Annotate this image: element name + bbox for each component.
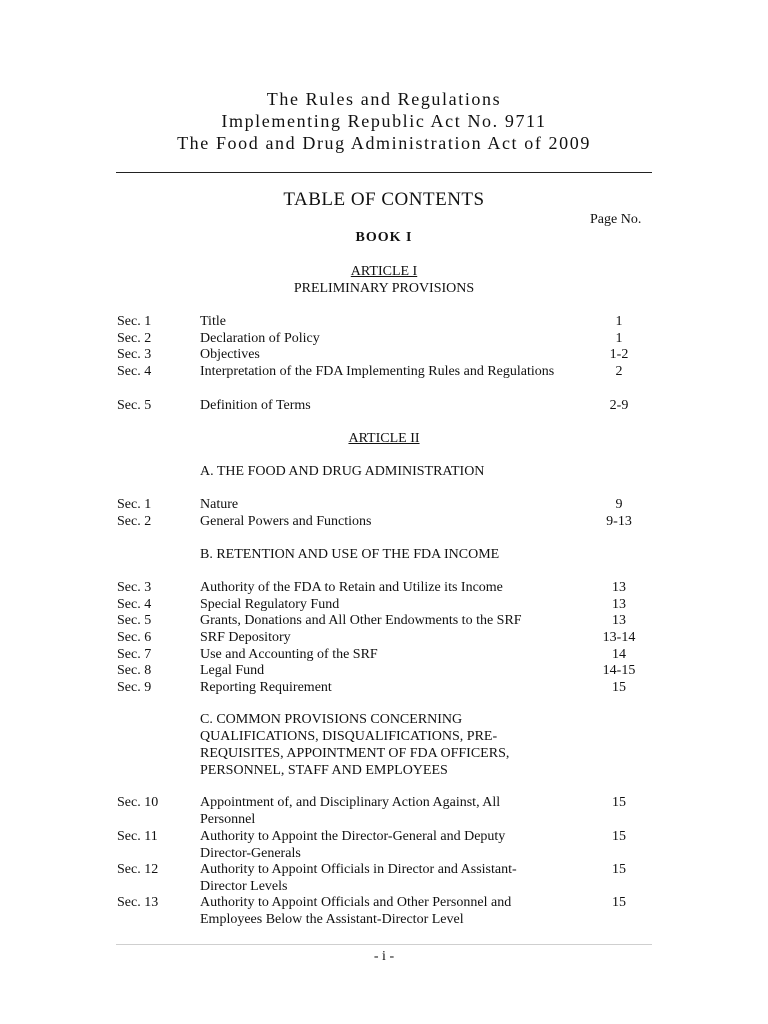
section-number: Sec. 1 xyxy=(117,497,152,512)
section-number: Sec. 3 xyxy=(117,580,152,595)
section-title: Authority of the FDA to Retain and Utilize its Income xyxy=(200,580,503,595)
page-no-label: Page No. xyxy=(590,212,642,227)
article-1-name: PRELIMINARY PROVISIONS xyxy=(293,281,475,296)
section-number: Sec. 6 xyxy=(117,630,152,645)
part-a-heading: A. THE FOOD AND DRUG ADMINISTRATION xyxy=(200,464,485,479)
section-title: Reporting Requirement xyxy=(200,680,332,695)
section-number: Sec. 10 xyxy=(117,795,159,810)
section-title: Authority to Appoint Officials in Director and Assistant-Director Levels xyxy=(200,862,517,894)
page-ref: 15 xyxy=(612,895,626,910)
page-number: - i - xyxy=(373,949,395,964)
header-divider xyxy=(116,172,652,173)
page-ref: 15 xyxy=(612,680,626,695)
section-number: Sec. 8 xyxy=(117,663,152,678)
section-title: Nature xyxy=(200,497,239,512)
page-ref: 2-9 xyxy=(609,398,629,413)
page-ref: 1 xyxy=(615,331,623,346)
section-number: Sec. 13 xyxy=(117,895,159,910)
section-title: Legal Fund xyxy=(200,663,265,678)
section-title: Authority to Appoint the Director-General and Deputy Director-Generals xyxy=(200,829,506,861)
section-number: Sec. 5 xyxy=(117,398,152,413)
section-number: Sec. 2 xyxy=(117,331,152,346)
page-ref: 9-13 xyxy=(606,514,632,529)
section-title: Appointment of, and Disciplinary Action Against, All Personnel xyxy=(200,795,501,827)
document-title-line-3: The Food and Drug Administration Act of 2009 xyxy=(177,133,591,153)
section-number: Sec. 4 xyxy=(117,597,152,612)
section-title: SRF Depository xyxy=(200,630,291,645)
page-ref: 2 xyxy=(615,364,623,379)
section-number: Sec. 9 xyxy=(117,680,152,695)
section-number: Sec. 5 xyxy=(117,613,152,628)
section-title: Special Regulatory Fund xyxy=(200,597,340,612)
page-ref: 15 xyxy=(612,862,626,877)
section-title: Authority to Appoint Officials and Other Personnel and Employees Below the Assistant-Director Level xyxy=(200,895,512,927)
page-ref: 15 xyxy=(612,795,626,810)
page-ref: 1 xyxy=(615,314,623,329)
part-c-heading: C. COMMON PROVISIONS CONCERNING QUALIFICATIONS, DISQUALIFICATIONS, PRE-REQUISITES, APPOINTMENT OF FDA OFFICERS, PERSONNEL, STAFF AND EMPLOYEES xyxy=(200,712,510,778)
section-title: Declaration of Policy xyxy=(200,331,320,346)
section-number: Sec. 7 xyxy=(117,647,152,662)
section-title: Objectives xyxy=(200,347,260,362)
document-title-line-2: Implementing Republic Act No. 9711 xyxy=(221,111,547,131)
page-ref: 1-2 xyxy=(609,347,629,362)
section-number: Sec. 3 xyxy=(117,347,152,362)
page-ref: 9 xyxy=(615,497,623,512)
section-title: Definition of Terms xyxy=(200,398,311,413)
page-ref: 13-14 xyxy=(602,630,636,645)
section-number: Sec. 1 xyxy=(117,314,152,329)
section-title: Use and Accounting of the SRF xyxy=(200,647,378,662)
toc-title: TABLE OF CONTENTS xyxy=(283,189,485,210)
section-title: Grants, Donations and All Other Endowments to the SRF xyxy=(200,613,522,628)
page-ref: 13 xyxy=(612,580,626,595)
page-ref: 13 xyxy=(612,597,626,612)
page-ref: 14-15 xyxy=(602,663,636,678)
section-number: Sec. 4 xyxy=(117,364,152,379)
article-1-label: ARTICLE I xyxy=(350,264,418,279)
section-title: Title xyxy=(200,314,226,329)
section-number: Sec. 12 xyxy=(117,862,159,877)
page-ref: 15 xyxy=(612,829,626,844)
document-title-line-1: The Rules and Regulations xyxy=(266,89,502,109)
section-number: Sec. 11 xyxy=(117,829,158,844)
part-b-heading: B. RETENTION AND USE OF THE FDA INCOME xyxy=(200,547,500,562)
book-heading: BOOK I xyxy=(355,230,413,245)
section-title: Interpretation of the FDA Implementing Rules and Regulations xyxy=(200,364,555,379)
page-ref: 13 xyxy=(612,613,626,628)
article-2-label: ARTICLE II xyxy=(348,431,420,446)
page-ref: 14 xyxy=(612,647,626,662)
footer-divider xyxy=(116,944,652,945)
section-number: Sec. 2 xyxy=(117,514,152,529)
section-title: General Powers and Functions xyxy=(200,514,372,529)
